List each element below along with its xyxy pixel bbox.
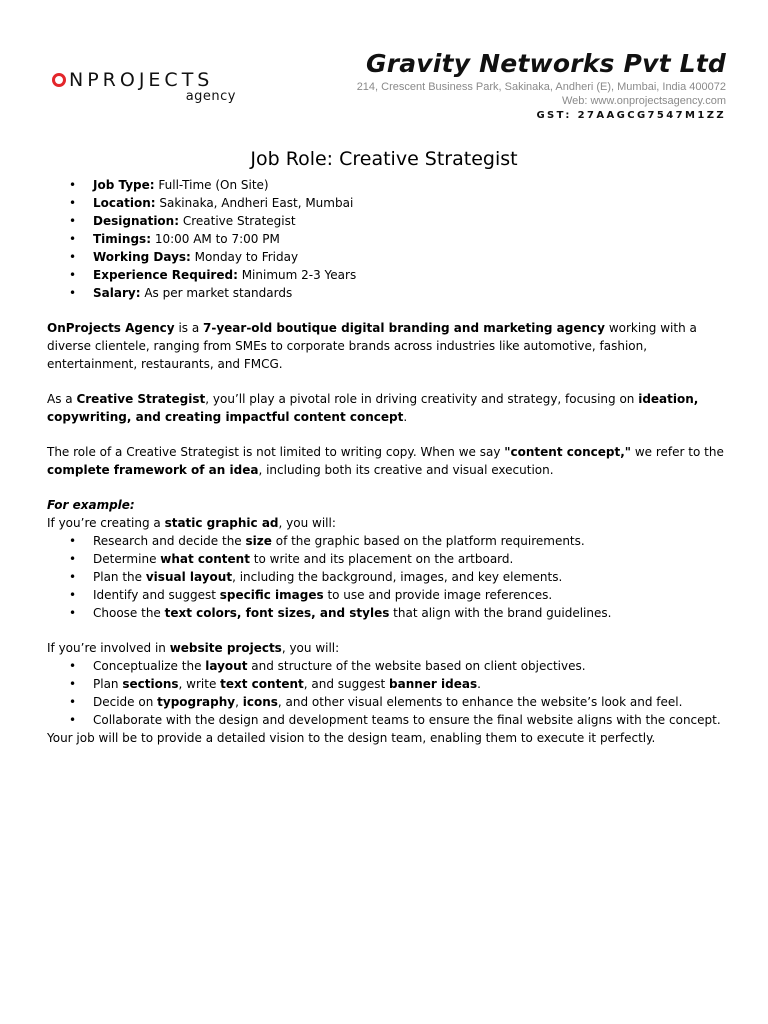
website-intro: If you’re involved in website projects, you will: — [47, 641, 340, 655]
company-name: Gravity Networks Pvt Ltd — [365, 49, 726, 78]
list-item: • Research and decide the size of the graphic based on the platform requirements. — [47, 532, 737, 550]
static-ad-tasks-list — [47, 532, 737, 622]
list-item: • Collaborate with the design and development teams to ensure the final website aligns with the concept. — [47, 711, 737, 729]
static-ad-intro: If you’re creating a static graphic ad, you will: — [47, 516, 336, 530]
list-item: • Designation: Creative Strategist — [47, 212, 737, 230]
company-gst: GST: 27AAGCG7547M1ZZ — [536, 110, 726, 121]
agency-paragraph: OnProjects Agency is a 7-year-old boutique digital branding and marketing agency working with a diverse clientele, ranging from SMEs to corporate brands across industries like automotive, fashion, entertainment, restaurants, and FMCG. — [47, 321, 697, 371]
company-address: 214, Crescent Business Park, Sakinaka, Andheri (E), Mumbai, India 400072 — [356, 81, 726, 93]
list-item: • Conceptualize the layout and structure of the website based on client objectives. — [47, 657, 737, 675]
job-details-list — [47, 176, 737, 302]
logo-o-circle-icon — [52, 73, 66, 87]
company-web: Web: www.onprojectsagency.com — [561, 95, 726, 107]
page-title: Job Role: Creative Strategist — [250, 148, 518, 170]
list-item: • Decide on typography, icons, and other visual elements to enhance the website’s look and feel. — [47, 693, 737, 711]
list-item: • Salary: As per market standards — [47, 284, 737, 302]
list-item: • Plan sections, write text content, and suggest banner ideas. — [47, 675, 737, 693]
list-item: • Choose the text colors, font sizes, and styles that align with the brand guidelines. — [47, 604, 737, 622]
closing-paragraph: Your job will be to provide a detailed vision to the design team, enabling them to execute it perfectly. — [47, 731, 656, 745]
company-block — [357, 48, 726, 124]
list-item: • Location: Sakinaka, Andheri East, Mumbai — [47, 194, 737, 212]
content-concept-paragraph: The role of a Creative Strategist is not limited to writing copy. When we say "content concept," we refer to the complete framework of an idea, including both its creative and visual execution. — [47, 445, 724, 477]
list-item: • Timings: 10:00 AM to 7:00 PM — [47, 230, 737, 248]
list-item: • Experience Required: Minimum 2-3 Years — [47, 266, 737, 284]
logo-subtitle: agency — [185, 89, 236, 104]
logo-wordmark: NPROJECTS — [52, 70, 242, 90]
onprojects-logo — [52, 70, 242, 104]
example-heading: For example: — [47, 498, 135, 512]
list-item: • Identify and suggest specific images to use and provide image references. — [47, 586, 737, 604]
list-item: • Job Type: Full-Time (On Site) — [47, 176, 737, 194]
list-item: • Plan the visual layout, including the background, images, and key elements. — [47, 568, 737, 586]
role-paragraph: As a Creative Strategist, you’ll play a pivotal role in driving creativity and strategy, focusing on ideation, copywriting, and creating impactful content concept. — [47, 392, 699, 424]
list-item: • Determine what content to write and its placement on the artboard. — [47, 550, 737, 568]
document-body — [47, 176, 737, 747]
list-item: • Working Days: Monday to Friday — [47, 248, 737, 266]
website-tasks-list — [47, 657, 737, 729]
